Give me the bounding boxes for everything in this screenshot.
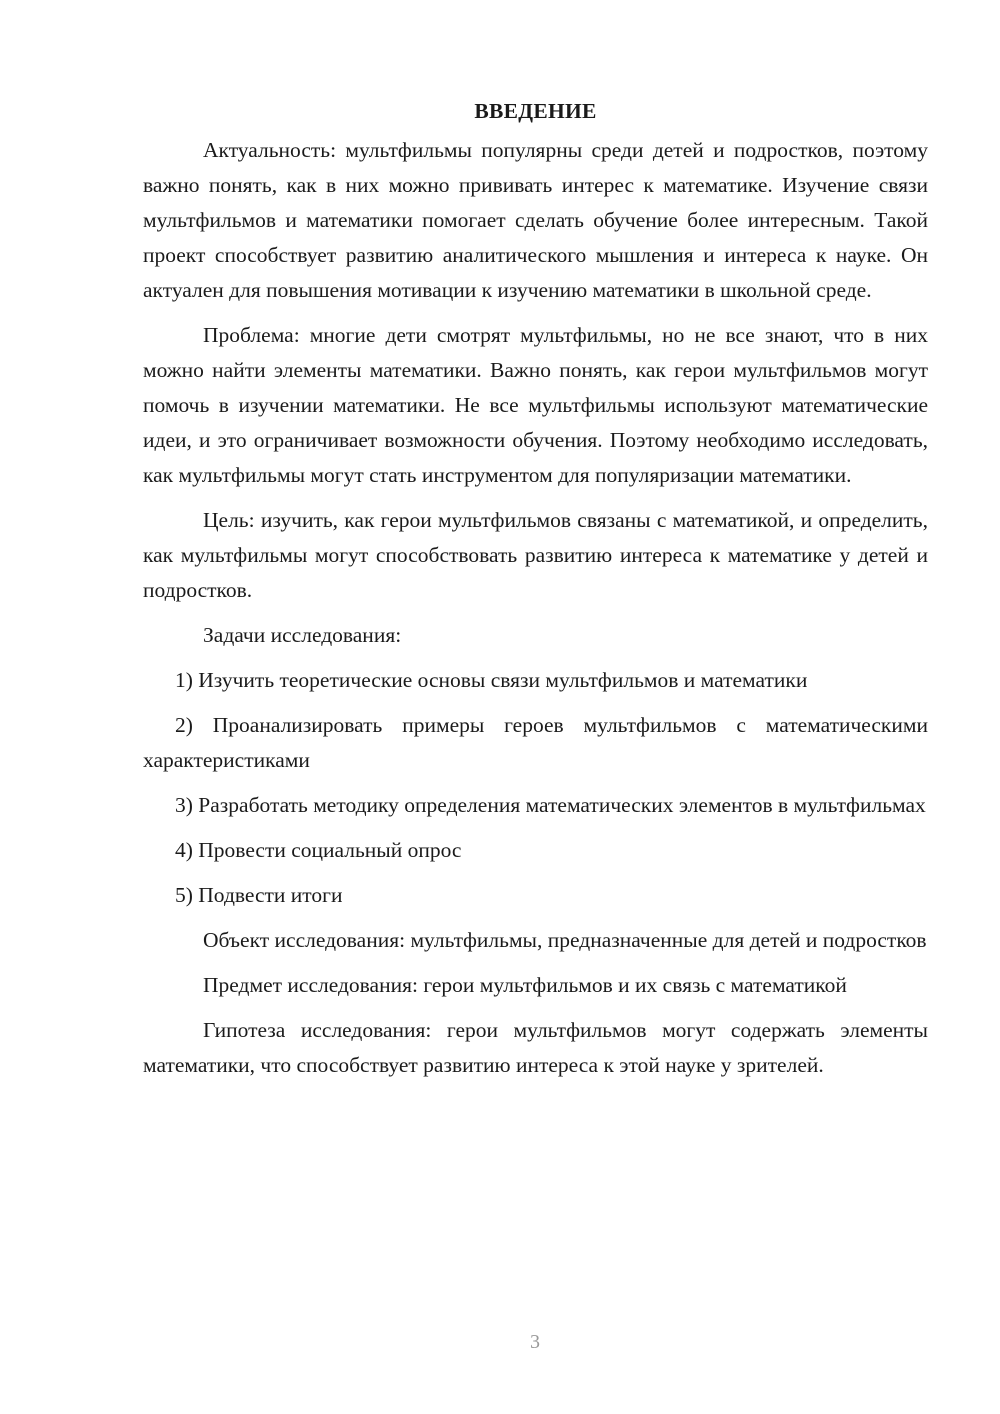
paragraph-subject: Предмет исследования: герои мультфильмов и их связь с математикой xyxy=(203,973,847,997)
section-heading: ВВЕДЕНИЕ xyxy=(474,99,597,123)
page-number: 3 xyxy=(530,1331,540,1353)
paragraph-problem: Проблема: многие дети смотрят мультфильмы, но не все знают, что в них можно найти элементы математики. Важно понять, как герои мультфильмов могут помочь в изучении математики. Не все мультфильмы используют математические идеи, и это ограничивает возможности обучения. Поэтому необходимо исследовать, как мультфильмы могут стать инструментом для популяризации математики. xyxy=(143,323,928,487)
page-content xyxy=(143,96,928,1093)
page-footer xyxy=(0,1331,1000,1354)
task-item-3: 3) Разработать методику определения математических элементов в мультфильмах xyxy=(175,793,926,817)
paragraph-object: Объект исследования: мультфильмы, предназначенные для детей и подростков xyxy=(203,928,927,952)
paragraph-tasks-title: Задачи исследования: xyxy=(203,623,402,647)
paragraph-goal: Цель: изучить, как герои мультфильмов связаны с математикой, и определить, как мультфильмы могут способствовать развитию интереса к математике у детей и подростков. xyxy=(143,508,928,602)
paragraph-relevance: Актуальность: мультфильмы популярны среди детей и подростков, поэтому важно понять, как в них можно прививать интерес к математике. Изучение связи мультфильмов и математики помогает сделать обучение более интересным. Такой проект способствует развитию аналитического мышления и интереса к науке. Он актуален для повышения мотивации к изучению математики в школьной среде. xyxy=(143,138,928,302)
paragraph-hypothesis: Гипотеза исследования: герои мультфильмов могут содержать элементы математики, что способствует развитию интереса к этой науке у зрителей. xyxy=(143,1018,928,1077)
task-item-2: 2) Проанализировать примеры героев мультфильмов с математическими характеристиками xyxy=(143,713,928,772)
task-item-1: 1) Изучить теоретические основы связи мультфильмов и математики xyxy=(175,668,808,692)
task-item-4: 4) Провести социальный опрос xyxy=(175,838,462,862)
task-item-5: 5) Подвести итоги xyxy=(175,883,343,907)
